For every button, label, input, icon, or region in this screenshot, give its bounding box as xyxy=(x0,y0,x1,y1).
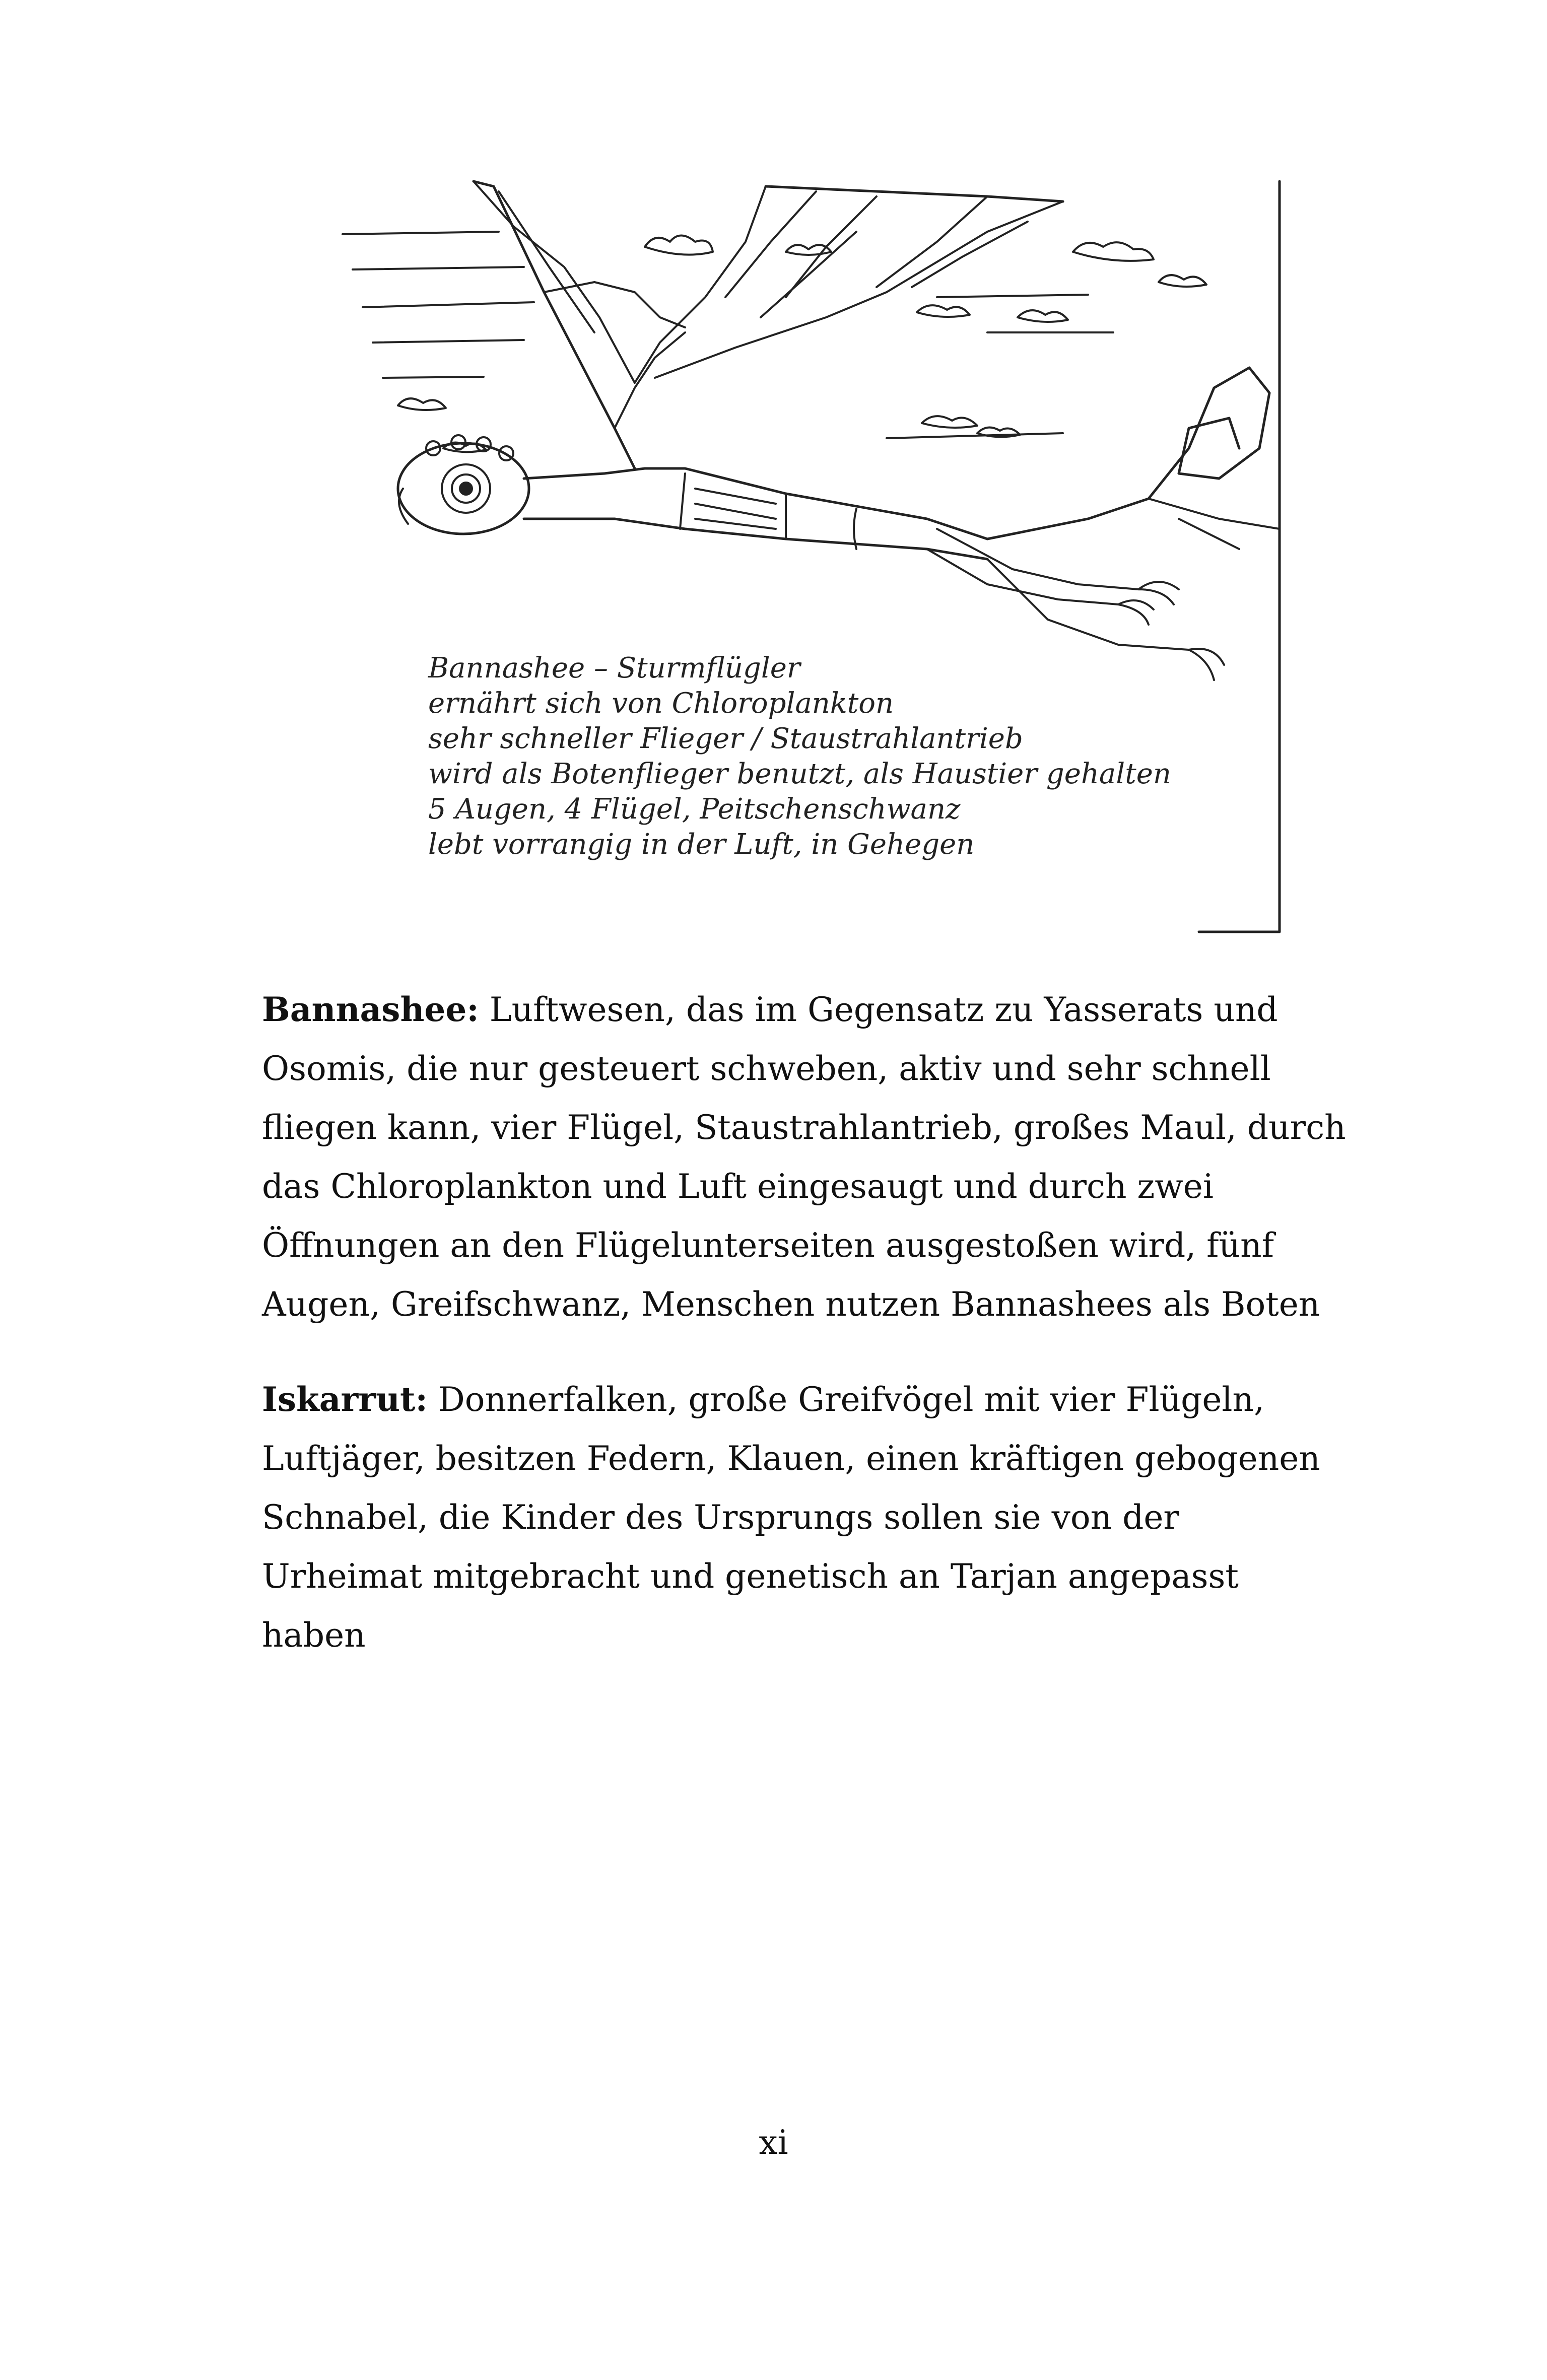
page-number: xi xyxy=(759,2123,788,2162)
entry-term: Iskarrut: xyxy=(262,1380,428,1419)
caption-line: Bannashee – Sturmflügler xyxy=(428,652,800,685)
caption-line: wird als Botenflieger benutzt, als Haustier gehalten xyxy=(428,758,1171,790)
glossary-entry-bannashee xyxy=(262,980,1350,1334)
glossary-entry-iskarrut xyxy=(262,1370,1350,1665)
caption-line: lebt vorrangig in der Luft, in Gehegen xyxy=(428,828,975,861)
entry-text: Luftwesen, das im Gegensatz zu Yasserats und Osomis, die nur gesteuert schweben, aktiv und sehr schnell fliegen kann, vier Flügel, Staustrahlantrieb, großes Maul, durch das Chloroplankton und Luft eingesaugt und durch zwei Öffnungen an den Flügelunterseiten ausgestoßen wird, fünf Augen, Greifschwanz, Menschen nutzen Bannashees als Boten xyxy=(262,990,1346,1324)
caption-line: sehr schneller Flieger / Staustrahlantrieb xyxy=(428,722,1023,755)
caption-line: 5 Augen, 4 Flügel, Peitschenschwanz xyxy=(428,793,961,826)
bannashee-sketch xyxy=(332,166,1290,937)
entry-term: Bannashee: xyxy=(262,990,479,1029)
entry-text: Donnerfalken, große Greifvögel mit vier Flügeln, Luftjäger, besitzen Federn, Klauen, einen kräftigen gebogenen Schnabel, die Kinder des Ursprungs sollen sie von der Urheimat mitgebracht und genetisch an Tarjan angepasst haben xyxy=(262,1380,1320,1655)
caption-line: ernährt sich von Chloroplankton xyxy=(428,687,894,720)
